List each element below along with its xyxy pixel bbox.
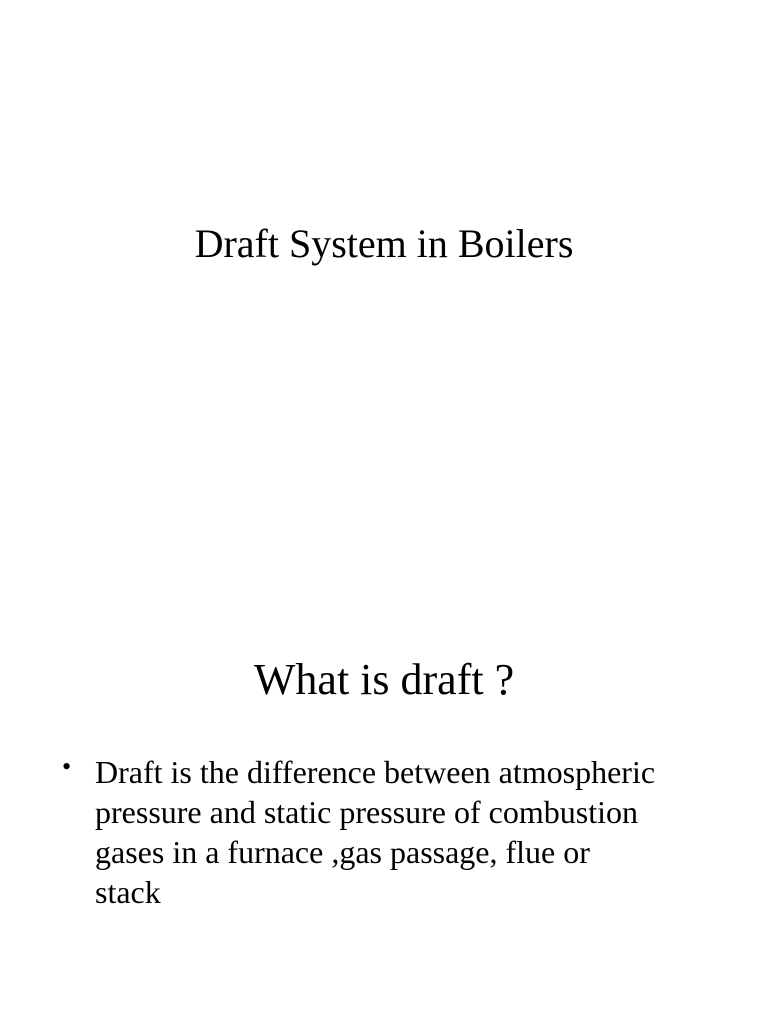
bullet-text-line: Draft is the difference between atmospheric bbox=[95, 754, 656, 790]
slide-title: Draft System in Boilers bbox=[194, 221, 574, 266]
bullet-list bbox=[62, 752, 712, 912]
bullet-text-line: gases in a furnace ,gas passage, flue or bbox=[95, 834, 590, 870]
section-heading: What is draft ? bbox=[253, 655, 515, 704]
bullet-text-line: stack bbox=[95, 874, 161, 910]
bullet-dot-icon: • bbox=[62, 752, 72, 781]
bullet-item bbox=[62, 752, 712, 912]
bullet-text-line: pressure and static pressure of combustion bbox=[95, 794, 638, 830]
